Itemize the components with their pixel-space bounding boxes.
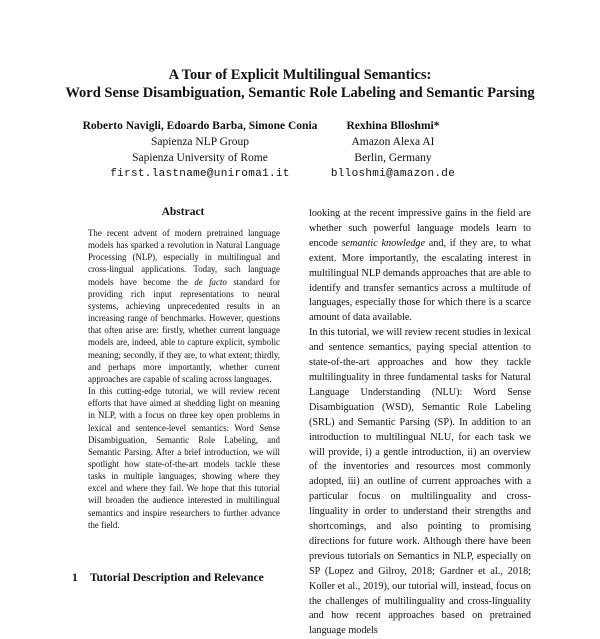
section-title: Tutorial Description and Relevance <box>90 572 264 584</box>
section-number: 1 <box>72 572 78 584</box>
author-group-sapienza <box>70 118 330 182</box>
author-names: Roberto Navigli, Edoardo Barba, Simone Conia <box>82 120 318 132</box>
author-affiliation: Sapienza NLP Group <box>151 136 249 148</box>
paper-title-line-2: Word Sense Disambiguation, Semantic Role Labeling and Semantic Parsing <box>65 85 535 101</box>
body-paragraph-2: In this tutorial, we will review recent studies in lexical and sentence semantics, paying special attention to state-of-the-art approaches and how they tackle multilinguality in three fundamental tasks for Natural Language Understanding (NLU): Word Sense Disambiguation (WSD), Semantic Role Labeling (SRL) and Semantic Parsing (SP). In addition to an introduction to multilingual NLU, for each task we will provide, i) a gentle introduction, ii) an overview of the inventories and resources most commonly adopted, iii) an outline of current approaches with a particular focus on multilinguality and cross-linguality in order to understand their strengths and shortcomings, and also pointing to promising directions for future work. Although there have been previous tutorials on Semantics in NLP, especially on SP (Lopez and Gilroy, 2018; Gardner et al., 2018; Koller et al., 2019), our tutorial will, instead, focus on the challenges of multilinguality and cross-linguality and how recent approaches based on pretrained language models <box>309 327 531 637</box>
right-column-body <box>309 207 531 639</box>
abstract-body <box>88 227 280 531</box>
author-affiliation: Amazon Alexa AI <box>351 136 435 148</box>
author-email: first.lastname@uniroma1.it <box>110 168 290 180</box>
paper-title <box>0 66 600 102</box>
abstract-heading: Abstract <box>161 206 205 218</box>
body-emphasis: semantic knowledge <box>341 237 426 249</box>
abstract-text: The recent advent of modern pretrained language models has sparked a revolution in Natural Language Processing (NLP), especially in multilingual and cross-lingual applications. Today, such language models have become the <box>88 228 280 287</box>
author-group-amazon <box>318 118 468 182</box>
paper-title-line-1: A Tour of Explicit Multilingual Semantics: <box>168 67 432 83</box>
author-affiliation: Berlin, Germany <box>354 152 432 164</box>
section-heading <box>72 572 264 584</box>
body-text: looking at the recent impressive gains in the field are whether such powerful language models learn to encode <box>309 208 531 249</box>
body-text: and, if they are, to what extent. More importantly, the escalating interest in multilingual NLP demands approaches that are able to identify and transfer semantics across a multitude of languages, especially those for which there is a scarce amount of data available. <box>309 237 531 324</box>
abstract-emphasis: de facto <box>194 276 227 287</box>
abstract-paragraph-2: In this cutting-edge tutorial, we will review recent efforts that have aimed at shedding light on meaning in NLP, with a focus on three key open problems in lexical and sentence-level semantics: Word Sense Disambiguation, Semantic Role Labeling, and Semantic Parsing. After a brief introduction, we will spotlight how state-of-the-art models tackle these tasks in multiple languages, showing where they excel and where they fail. We hope that this tutorial will broaden the audience interested in multilingual semantics and inspire researchers to further advance the field. <box>88 386 280 530</box>
author-email: blloshmi@amazon.de <box>330 168 456 180</box>
author-names: Rexhina Blloshmi* <box>346 120 440 132</box>
abstract-text: standard for providing rich input representations to neural systems, achieving unprecedented results in an increasing range of benchmarks. However, questions that often arise are: firstly, whether current language models are, indeed, able to capture explicit, symbolic meaning; secondly, if they are, to what extent; thirdly, and perhaps more importantly, whether current approaches are capable of scaling across languages. <box>88 276 280 384</box>
body-paragraph-1 <box>309 207 531 326</box>
author-affiliation: Sapienza University of Rome <box>132 152 268 164</box>
abstract-paragraph-1 <box>88 227 280 385</box>
